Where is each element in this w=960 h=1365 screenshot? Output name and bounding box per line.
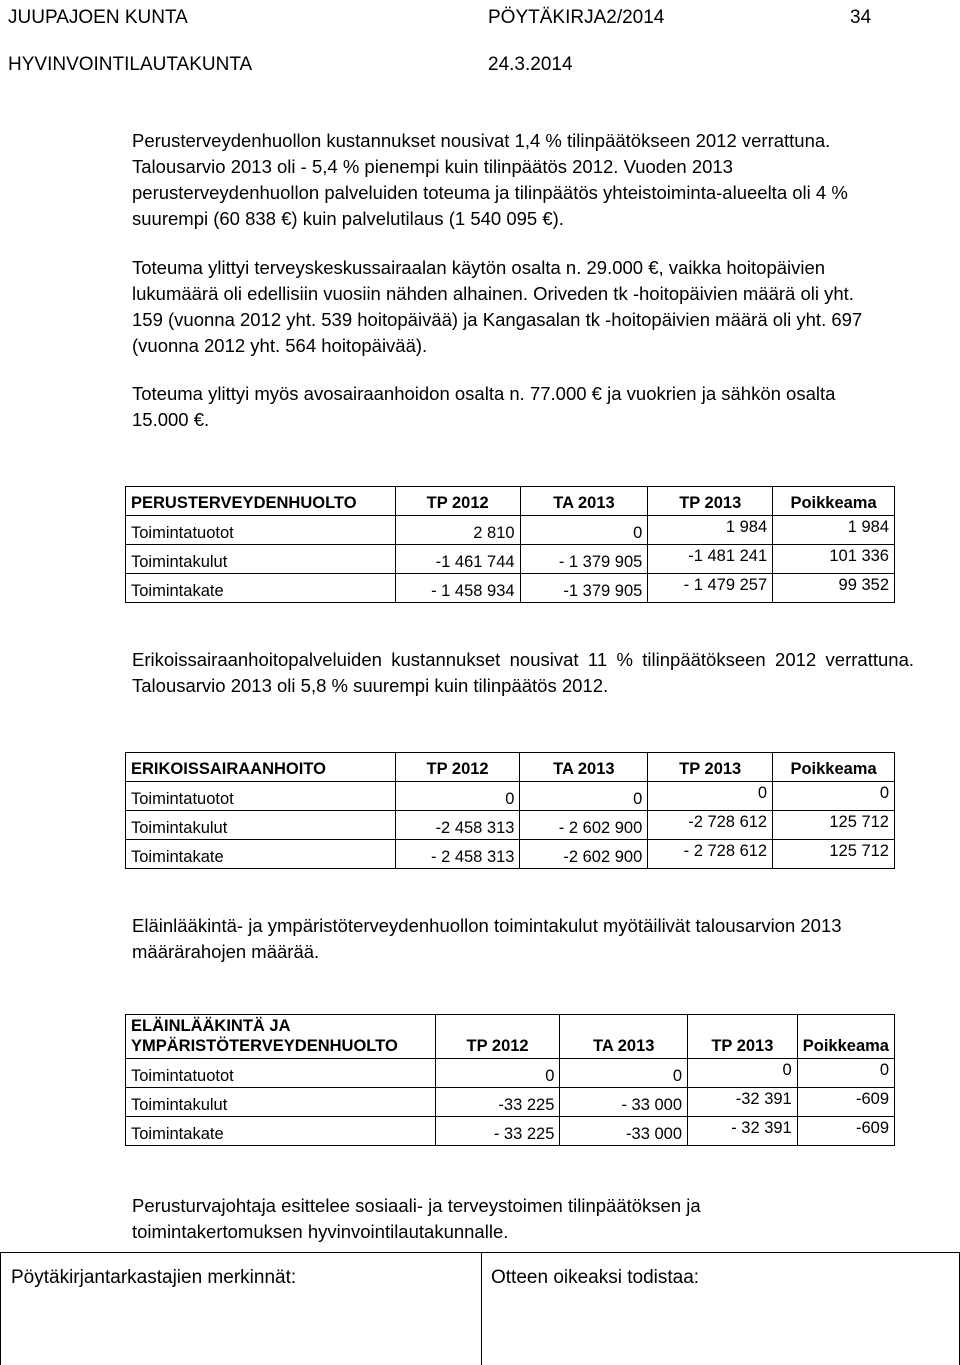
paragraph-outpatient [132, 381, 892, 433]
table-cell: - 2 458 313 [395, 840, 520, 869]
table-cell: 0 [688, 1059, 798, 1088]
table-cell: 1 984 [648, 516, 773, 545]
table-cell: 99 352 [773, 574, 895, 603]
column-header-line: ELÄINLÄÄKINTÄ JA [131, 1017, 291, 1035]
table-veterinary [125, 1014, 895, 1146]
table-row [126, 811, 895, 840]
paragraph-text: Perusterveydenhuollon kustannukset nousivat 1,4 % tilinpäätökseen 2012 verrattuna. Talousarvio 2013 oli - 5,4 % pienempi kuin tilinpäätös 2012. Vuoden 2013 perusterveydenhuollon palveluiden toteuma ja tilinpäätös yhteistoiminta-alueelta oli 4 % suurempi (60 838 €) kuin palvelutilaus (1 540 095 €). [132, 130, 848, 229]
column-header: TP 2013 [648, 487, 773, 516]
table-header-row [126, 753, 895, 782]
column-header: TP 2013 [648, 753, 773, 782]
paragraph-primary-care-costs [132, 128, 872, 232]
row-label: Toimintakate [126, 840, 396, 869]
footer-signature-box [0, 1252, 960, 1365]
paragraph-veterinary [132, 913, 902, 965]
table-row [126, 1117, 895, 1146]
row-label: Toimintatuotot [126, 516, 396, 545]
table-cell: - 1 379 905 [520, 545, 648, 574]
column-header: TP 2012 [435, 1015, 560, 1059]
table-row [126, 574, 895, 603]
table-cell: - 33 000 [560, 1088, 688, 1117]
table-cell: - 2 602 900 [520, 811, 648, 840]
table-cell: 0 [560, 1059, 688, 1088]
row-label: Toimintakulut [126, 1088, 436, 1117]
table-specialist-care [125, 752, 895, 869]
table-cell: 125 712 [773, 811, 895, 840]
table-cell: -1 379 905 [520, 574, 648, 603]
table-cell: - 2 728 612 [648, 840, 773, 869]
table-cell: -2 458 313 [395, 811, 520, 840]
column-header: TA 2013 [520, 753, 648, 782]
row-label: Toimintakate [126, 574, 396, 603]
row-label: Toimintakate [126, 1117, 436, 1146]
table-cell: -1 461 744 [395, 545, 520, 574]
meeting-date: 24.3.2014 [488, 54, 573, 75]
row-label: Toimintatuotot [126, 1059, 436, 1088]
table-cell: 0 [435, 1059, 560, 1088]
table-cell: 0 [520, 516, 648, 545]
row-label: Toimintakulut [126, 545, 396, 574]
column-header: PERUSTERVEYDENHUOLTO [126, 487, 396, 516]
table-cell: -1 481 241 [648, 545, 773, 574]
table-cell: - 1 458 934 [395, 574, 520, 603]
table-row [126, 1088, 895, 1117]
table-row [126, 840, 895, 869]
table-row [126, 1059, 895, 1088]
table-row [126, 516, 895, 545]
paragraph-text: Perusturvajohtaja esittelee sosiaali- ja terveystoimen tilinpäätöksen ja toimintakertomuksen hyvinvointilautakunnalle. [132, 1195, 701, 1242]
column-header: Poikkeama [797, 1015, 894, 1059]
column-header: TP 2013 [688, 1015, 798, 1059]
table-cell: - 1 479 257 [648, 574, 773, 603]
table-cell: 1 984 [773, 516, 895, 545]
page-number: 34 [850, 7, 872, 28]
column-header: TA 2013 [520, 487, 648, 516]
table-cell: 0 [520, 782, 648, 811]
footer-inspectors-label: Pöytäkirjantarkastajien merkinnät: [11, 1267, 297, 1288]
document-type: PÖYTÄKIRJA2/2014 [488, 7, 665, 28]
committee-name: HYVINVOINTILAUTAKUNTA [8, 54, 253, 75]
footer-divider [481, 1253, 482, 1365]
column-header: Poikkeama [773, 487, 895, 516]
column-header-line: YMPÄRISTÖTERVEYDENHUOLTO [131, 1037, 398, 1055]
table-cell: 0 [773, 782, 895, 811]
column-header: TP 2012 [395, 487, 520, 516]
table-cell: 101 336 [773, 545, 895, 574]
table-cell: -2 728 612 [648, 811, 773, 840]
table-cell: 125 712 [773, 840, 895, 869]
column-header: TA 2013 [560, 1015, 688, 1059]
table-header-row [126, 1015, 895, 1059]
table-cell: 2 810 [395, 516, 520, 545]
column-header [126, 1015, 436, 1059]
table-cell: -33 225 [435, 1088, 560, 1117]
row-label: Toimintakulut [126, 811, 396, 840]
table-cell: - 32 391 [688, 1117, 798, 1146]
table-cell: -609 [797, 1117, 894, 1146]
row-label: Toimintatuotot [126, 782, 396, 811]
table-primary-care [125, 486, 895, 603]
paragraph-text: Erikoissairaanhoitopalveluiden kustannukset nousivat 11 % tilinpäätökseen 2012 verrattuna. Talousarvio 2013 oli 5,8 % suurempi kuin tilinpäätös 2012. [132, 649, 914, 696]
table-cell: -33 000 [560, 1117, 688, 1146]
table-row [126, 545, 895, 574]
table-cell: 0 [395, 782, 520, 811]
org-name: JUUPAJOEN KUNTA [8, 7, 188, 28]
table-header-row [126, 487, 895, 516]
column-header: TP 2012 [395, 753, 520, 782]
column-header: Poikkeama [773, 753, 895, 782]
paragraph-text: Eläinlääkintä- ja ympäristöterveydenhuollon toimintakulut myötäilivät talousarvion 2013 määrärahojen määrää. [132, 915, 842, 962]
table-cell: -2 602 900 [520, 840, 648, 869]
table-cell: - 33 225 [435, 1117, 560, 1146]
paragraph-specialist-care [132, 647, 914, 699]
table-cell: 0 [797, 1059, 894, 1088]
table-cell: 0 [648, 782, 773, 811]
table-cell: -32 391 [688, 1088, 798, 1117]
footer-certification-label: Otteen oikeaksi todistaa: [491, 1267, 700, 1288]
table-row [126, 782, 895, 811]
column-header: ERIKOISSAIRAANHOITO [126, 753, 396, 782]
paragraph-hospital-usage [132, 255, 882, 359]
paragraph-text: Toteuma ylittyi myös avosairaanhoidon osalta n. 77.000 € ja vuokrien ja sähkön osalta 15.000 €. [132, 383, 836, 430]
paragraph-text: Toteuma ylittyi terveyskeskussairaalan käytön osalta n. 29.000 €, vaikka hoitopäivien lukumäärä oli edellisiin vuosiin nähden alhainen. Oriveden tk -hoitopäivien määrä oli yht. 159 (vuonna 2012 yht. 539 hoitopäivää) ja Kangasalan tk -hoitopäivien määrä oli yht. 697 (vuonna 2012 yht. 564 hoitopäivää). [132, 257, 863, 356]
paragraph-presentation [132, 1193, 832, 1245]
table-cell: -609 [797, 1088, 894, 1117]
